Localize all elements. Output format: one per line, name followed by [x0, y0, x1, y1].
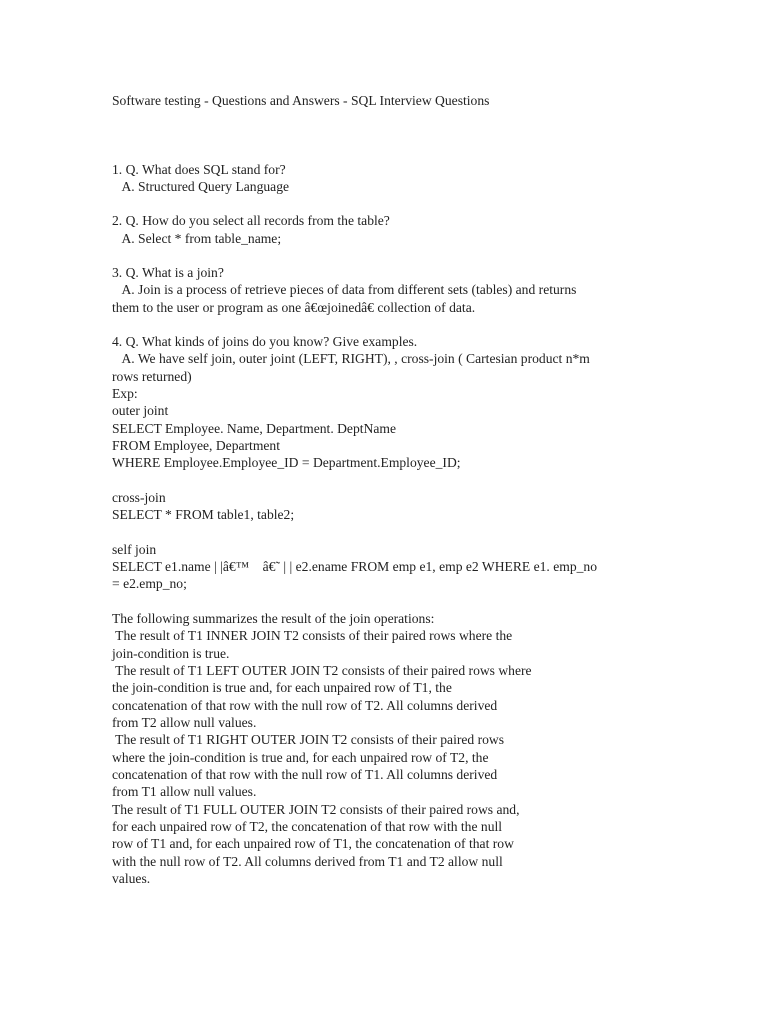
text-line: SELECT Employee. Name, Department. DeptName: [112, 421, 397, 436]
text-line: rows returned): [112, 369, 192, 384]
text-line: concatenation of that row with the null row of T1. All columns derived: [112, 767, 498, 782]
text-line: the join-condition is true and, for each unpaired row of T1, the: [112, 680, 452, 695]
text-line: = e2.emp_no;: [112, 576, 187, 591]
text-line: The result of T1 RIGHT OUTER JOIN T2 consists of their paired rows: [112, 732, 505, 747]
document-title: Software testing - Questions and Answers - SQL Interview Questions: [112, 93, 490, 108]
text-line: 3. Q. What is a join?: [112, 265, 224, 280]
text-line: concatenation of that row with the null row of T2. All columns derived: [112, 698, 498, 713]
text-line: from T2 allow null values.: [112, 715, 257, 730]
text-line: A. Structured Query Language: [112, 179, 290, 194]
text-line: The result of T1 FULL OUTER JOIN T2 consists of their paired rows and,: [112, 802, 520, 817]
text-line: with the null row of T2. All columns derived from T1 and T2 allow null: [112, 854, 503, 869]
text-line: 1. Q. What does SQL stand for?: [112, 162, 286, 177]
text-line: cross-join: [112, 490, 166, 505]
text-line: A. Select * from table_name;: [112, 231, 282, 246]
text-line: SELECT e1.name | |â€™ â€˜ | | e2.ename FROM emp e1, emp e2 WHERE e1. emp_no: [112, 559, 598, 574]
text-line: 2. Q. How do you select all records from the table?: [112, 213, 390, 228]
text-line: for each unpaired row of T2, the concatenation of that row with the null: [112, 819, 503, 834]
text-line: values.: [112, 871, 151, 886]
text-line: FROM Employee, Department: [112, 438, 281, 453]
text-line: SELECT * FROM table1, table2;: [112, 507, 295, 522]
text-line: row of T1 and, for each unpaired row of T1, the concatenation of that row: [112, 836, 514, 851]
text-line: from T1 allow null values.: [112, 784, 257, 799]
text-line: join-condition is true.: [112, 646, 230, 661]
text-line: WHERE Employee.Employee_ID = Department.Employee_ID;: [112, 455, 461, 470]
text-line: The following summarizes the result of the join operations:: [112, 611, 435, 626]
text-line: where the join-condition is true and, for each unpaired row of T2, the: [112, 750, 489, 765]
text-line: outer joint: [112, 403, 169, 418]
text-line: self join: [112, 542, 157, 557]
text-line: The result of T1 INNER JOIN T2 consists of their paired rows where the: [112, 628, 513, 643]
text-line: Exp:: [112, 386, 138, 401]
text-line: 4. Q. What kinds of joins do you know? Give examples.: [112, 334, 418, 349]
text-line: A. Join is a process of retrieve pieces of data from different sets (tables) and returns: [112, 282, 577, 297]
text-line: A. We have self join, outer joint (LEFT, RIGHT), , cross-join ( Cartesian product n*m: [112, 351, 590, 366]
text-line: them to the user or program as one â€œjoinedâ€ collection of data.: [112, 300, 476, 315]
text-line: The result of T1 LEFT OUTER JOIN T2 consists of their paired rows where: [112, 663, 532, 678]
